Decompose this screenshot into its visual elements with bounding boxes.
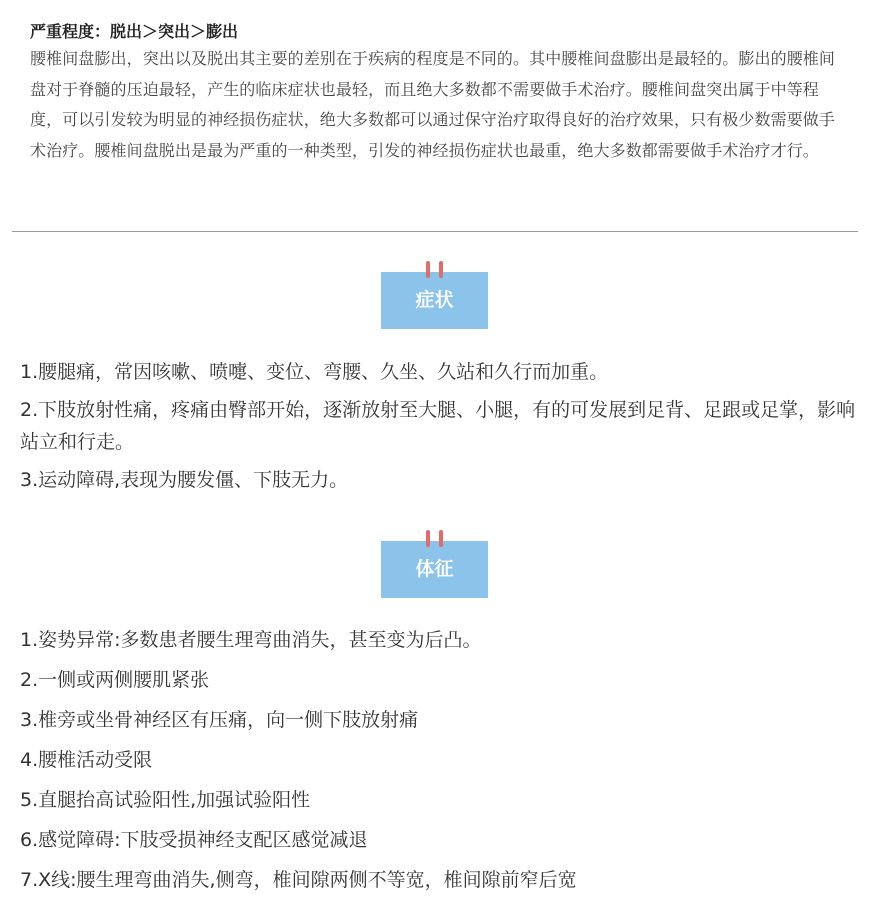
list-item: 4.腰椎活动受限 <box>20 749 153 771</box>
symptoms-heading-tag <box>381 272 488 329</box>
section-divider <box>12 231 858 232</box>
list-item: 3.运动障碍,表现为腰发僵、下肢无力。 <box>20 469 349 491</box>
list-item: 2.一侧或两侧腰肌紧张 <box>20 669 210 691</box>
severity-description: 腰椎间盘膨出，突出以及脱出其主要的差别在于疾病的程度是不同的。其中腰椎间盘膨出是最轻的。膨出的腰椎间盘对于脊髓的压迫最轻，产生的临床症状也最轻，而且绝大多数都不需要做手术治疗。腰椎间盘突出属于中等程度，可以引发较为明显的神经损伤症状，绝大多数都可以通过保守治疗取得良好的治疗效果，只有极少数需要做手术治疗。腰椎间盘脱出是最为严重的一种类型，引发的神经损伤症状也最重，绝大多数都需要做手术治疗才行。 <box>30 49 836 160</box>
signs-heading-label: 体征 <box>415 558 454 580</box>
symptoms-heading-label: 症状 <box>415 289 454 311</box>
list-item: 5.直腿抬高试验阳性,加强试验阳性 <box>20 789 311 811</box>
list-item: 3.椎旁或坐骨神经区有压痛，向一侧下肢放射痛 <box>20 709 419 731</box>
signs-list <box>20 624 860 904</box>
list-item: 2.下肢放射性痛，疼痛由臀部开始，逐渐放射至大腿、小腿，有的可发展到足背、足跟或足掌，影响站立和行走。 <box>20 399 856 453</box>
tag-pin-decoration <box>439 261 443 278</box>
symptoms-list <box>20 356 860 502</box>
list-item: 1.腰腿痛，常因咳嗽、喷嚏、变位、弯腰、久坐、久站和久行而加重。 <box>20 361 609 383</box>
list-item: 7.X线:腰生理弯曲消失,侧弯，椎间隙两侧不等宽，椎间隙前窄后宽 <box>20 869 577 891</box>
tag-pin-decoration <box>426 530 430 547</box>
tag-pin-decoration <box>426 261 430 278</box>
tag-pin-decoration <box>439 530 443 547</box>
severity-title: 严重程度：脱出＞突出＞膨出 <box>30 22 239 41</box>
list-item: 6.感觉障碍:下肢受损神经支配区感觉减退 <box>20 829 368 851</box>
signs-heading-tag <box>381 541 488 598</box>
severity-section <box>30 20 845 166</box>
list-item: 1.姿势异常:多数患者腰生理弯曲消失，甚至变为后凸。 <box>20 629 482 651</box>
